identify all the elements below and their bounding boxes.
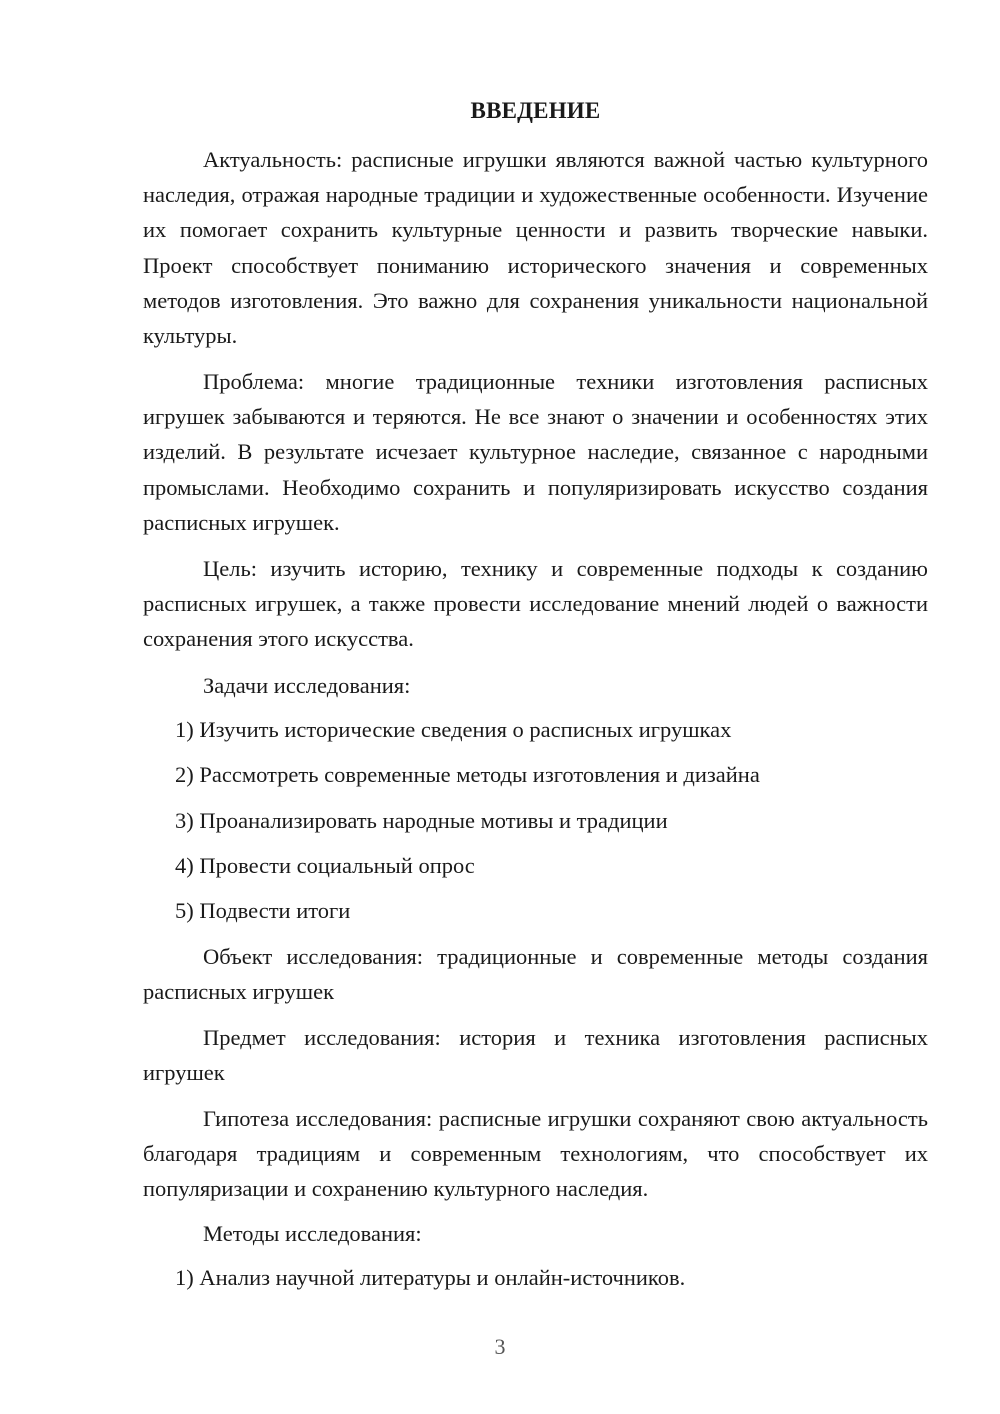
methods-heading: Методы исследования: xyxy=(203,1221,422,1246)
subject-paragraph: Предмет исследования: история и техника изготовления расписных игрушек xyxy=(143,1025,928,1086)
hypothesis-paragraph: Гипотеза исследования: расписные игрушки сохраняют свою актуальность благодаря традициям и современным технологиям, что способствует их популяризации и сохранению культурного наследия. xyxy=(143,1106,928,1202)
task-item: 5) Подвести итоги xyxy=(175,898,351,923)
problem-paragraph: Проблема: многие традиционные техники изготовления расписных игрушек забываются и теряются. Не все знают о значении и особенностях этих изделий. В результате исчезает культурное наследие, связанное с народными промыслами. Необходимо сохранить и популяризировать искусство создания расписных игрушек. xyxy=(143,369,928,535)
task-item: 2) Рассмотреть современные методы изготовления и дизайна xyxy=(175,762,760,787)
relevance-paragraph: Актуальность: расписные игрушки являются важной частью культурного наследия, отражая народные традиции и художественные особенности. Изучение их помогает сохранить культурные ценности и развить творческие навыки. Проект способствует пониманию исторического значения и современных методов изготовления. Это важно для сохранения уникальности национальной культуры. xyxy=(143,147,928,349)
task-item: 1) Изучить исторические сведения о расписных игрушках xyxy=(175,717,732,742)
page-number: 3 xyxy=(494,1334,506,1359)
task-item: 3) Проанализировать народные мотивы и традиции xyxy=(175,808,668,833)
object-paragraph: Объект исследования: традиционные и современные методы создания расписных игрушек xyxy=(143,944,928,1005)
tasks-heading: Задачи исследования: xyxy=(203,673,411,698)
goal-paragraph: Цель: изучить историю, технику и современные подходы к созданию расписных игрушек, а также провести исследование мнений людей о важности сохранения этого искусства. xyxy=(143,556,928,652)
page-title: ВВЕДЕНИЕ xyxy=(470,98,601,123)
task-item: 4) Провести социальный опрос xyxy=(175,853,475,878)
method-item: 1) Анализ научной литературы и онлайн-источников. xyxy=(175,1265,686,1290)
